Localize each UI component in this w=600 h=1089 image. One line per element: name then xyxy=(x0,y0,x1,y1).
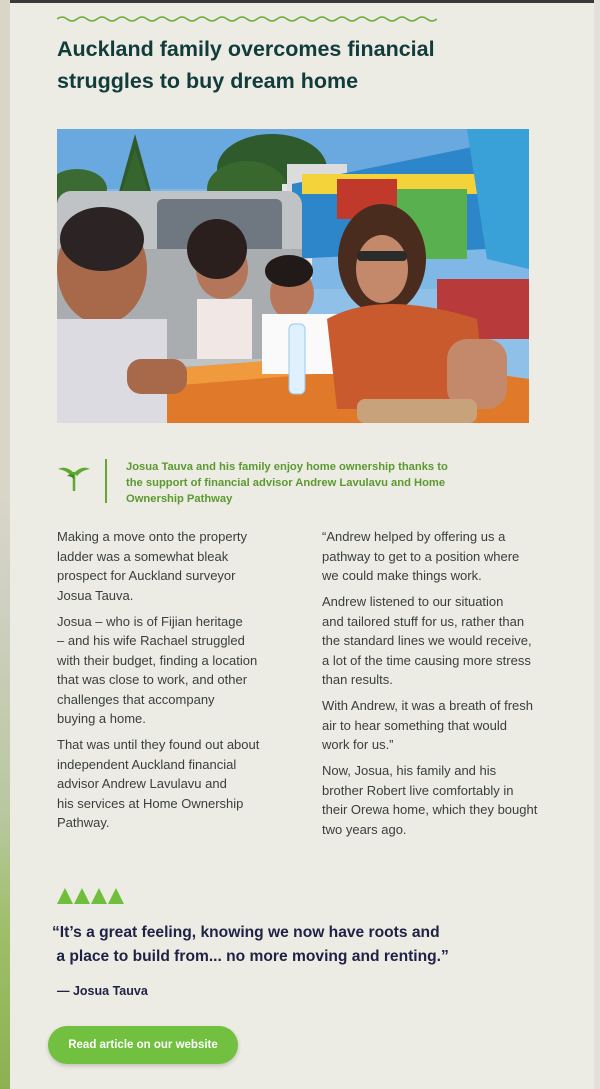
body-line: Pathway. xyxy=(57,815,110,830)
body-line: ladder was a somewhat bleak xyxy=(57,548,229,564)
read-article-button[interactable]: Read article on our website xyxy=(48,1026,238,1064)
photo-caption xyxy=(126,459,516,507)
triangles-decoration-icon xyxy=(57,888,127,904)
body-paragraph xyxy=(322,592,567,690)
body-line: that was close to work, and other xyxy=(57,672,248,687)
body-line: air to hear something that would xyxy=(322,717,507,733)
wave-divider-icon xyxy=(57,14,437,24)
headline-line: struggles to buy dream home xyxy=(57,69,359,93)
photo-caption-block xyxy=(57,459,517,507)
body-line: two years ago. xyxy=(322,821,407,837)
body-line: challenges that accompany xyxy=(57,691,215,707)
body-line: their Orewa home, which they bought xyxy=(322,802,538,817)
body-paragraph xyxy=(322,761,567,839)
article-headline xyxy=(57,33,517,97)
headline-line: Auckland family overcomes financial xyxy=(57,37,435,61)
body-paragraph xyxy=(57,612,297,729)
caption-line: Josua Tauva and his family enjoy home ownership thanks to xyxy=(126,461,448,473)
body-line: the standard lines we would receive, xyxy=(322,633,532,648)
quote-line: a place to build from... no more moving and renting.” xyxy=(56,948,449,965)
body-line: we could make things work. xyxy=(322,568,482,583)
body-line: and tailored stuff for us, rather than xyxy=(322,613,525,629)
body-line: That was until they found out about xyxy=(57,737,260,752)
body-line: Making a move onto the property xyxy=(57,529,248,544)
body-line: pathway to get to a position where xyxy=(322,548,520,564)
family-photo xyxy=(57,129,529,423)
body-line: Andrew listened to our situation xyxy=(322,594,504,609)
pull-quote xyxy=(52,921,472,969)
body-line: his services at Home Ownership xyxy=(57,795,244,811)
right-background-strip xyxy=(594,0,600,1089)
body-line: work for us.” xyxy=(322,737,394,752)
body-paragraph xyxy=(57,527,297,605)
body-line: brother Robert live comfortably in xyxy=(322,782,514,798)
body-line: – and his wife Rachael struggled xyxy=(57,633,245,648)
sprout-logo-icon xyxy=(57,461,91,491)
left-background-strip xyxy=(0,0,10,1089)
caption-line: the support of financial advisor Andrew Lavulavu and Home xyxy=(126,477,446,489)
body-line: Josua Tauva. xyxy=(57,587,134,603)
article-body-right-column xyxy=(322,527,567,846)
family-photo-illustration xyxy=(57,129,529,423)
quote-attribution: — Josua Tauva xyxy=(57,984,148,998)
body-line: than results. xyxy=(322,672,393,687)
body-line: “Andrew helped by offering us a xyxy=(322,529,506,544)
body-paragraph xyxy=(322,696,567,755)
caption-line: Ownership Pathway xyxy=(126,493,233,505)
body-line: buying a home. xyxy=(57,711,146,726)
body-paragraph xyxy=(57,735,297,833)
body-line: Josua – who is of Fijian heritage xyxy=(57,613,243,629)
body-line: a lot of the time causing more stress xyxy=(322,652,531,668)
body-paragraph xyxy=(322,527,567,586)
body-line: With Andrew, it was a breath of fresh xyxy=(322,698,533,713)
caption-divider xyxy=(105,459,107,503)
body-line: Now, Josua, his family and his xyxy=(322,763,497,778)
body-line: independent Auckland financial xyxy=(57,756,237,772)
body-line: advisor Andrew Lavulavu and xyxy=(57,776,227,791)
body-line: prospect for Auckland surveyor xyxy=(57,568,236,583)
article-body-left-column xyxy=(57,527,297,839)
quote-line: “It’s a great feeling, knowing we now have roots and xyxy=(52,924,440,941)
body-line: with their budget, finding a location xyxy=(57,652,258,668)
